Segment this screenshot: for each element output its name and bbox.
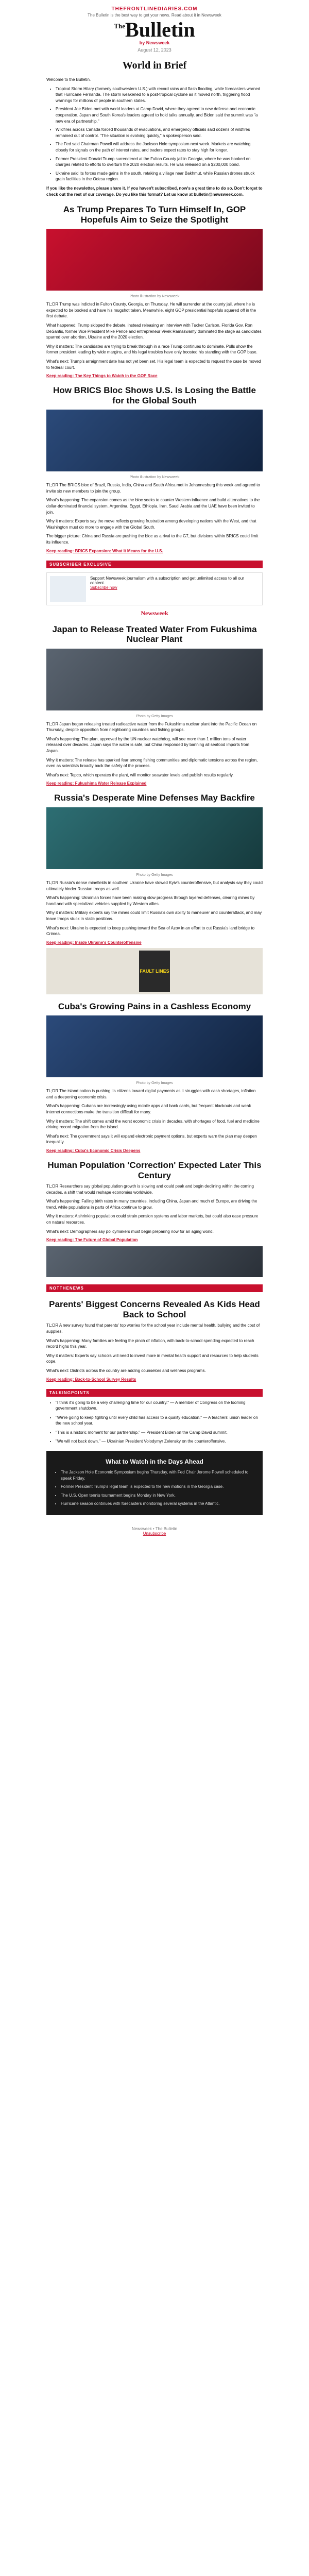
logo-small: The — [114, 22, 126, 30]
quote-item: • "I think it's going to be a very challenging time for our country." — A member of Congress on the looming government shutdown. — [56, 1400, 263, 1412]
book-cover: FAULT LINES — [139, 951, 170, 992]
logo-text: Bulletin — [125, 18, 195, 41]
brief-note: If you like the newsletter, please share it. If you haven't subscribed, now's a great time to do so. Don't forget to check out the rest of our coverage. Do you like this format? Let us know at bulletin@newsweek.com. — [46, 185, 263, 197]
story-parents — [0, 1284, 309, 1381]
story-paragraph: TL;DR The BRICS bloc of Brazil, Russia, India, China and South Africa met in Johannesburg this week and agreed to invite six new members to join the group. — [46, 483, 260, 494]
story-paragraph: TL;DR Trump was indicted in Fulton County, Georgia, on Thursday. He will surrender at the county jail, where he is expected to be booked and have his mugshot taken. Meanwhile, eight GOP presidential hopefuls squared off in the first debate. — [46, 302, 256, 319]
story-title[interactable]: Cuba's Growing Pains in a Cashless Economy — [58, 1001, 251, 1011]
story-paragraph: TL;DR Researchers say global population growth is slowing and could peak and begin declining within the coming decades, a shift that would reshape economies worldwide. — [46, 1184, 254, 1195]
brief-item: • Tropical Storm Hilary (formerly southwestern U.S.) with record rains and flash flooding, while forecasters warned that Hurricane Fernanda. The storm weakened to a post-tropical cyclone as it moved north, triggering flood warnings for millions of people in southern states. — [56, 86, 263, 104]
story-image[interactable] — [46, 1015, 263, 1077]
story-paragraph: Why it matters: Military experts say the mines could limit Russia's own ability to maneuver and counterattack, and may leave troops stuck in static positions. — [46, 910, 262, 921]
sponsor-image — [50, 576, 86, 602]
story-paragraph: What's happening: Cubans are increasingly using mobile apps and bank cards, but frequent blackouts and weak internet connections make the transition difficult for many. — [46, 1104, 251, 1115]
talkingpoints-section — [0, 1389, 309, 1445]
story-paragraph: What's happening: Falling birth rates in many countries, including China, Japan and much of Europe, are driving the trend, while populations in parts of Africa continue to grow. — [46, 1199, 258, 1210]
story-brics — [0, 385, 309, 553]
site-tagline[interactable]: THEFRONTLINEDIARIES.COM — [111, 6, 198, 12]
story-paragraph: What's happening: The plan, approved by the UN nuclear watchdog, will see more than 1 million tons of water released over decades. Japan says the water is safe, but China responded by banning all seafood imports from Japan. — [46, 736, 250, 754]
brief-item: • Wildfires across Canada forced thousands of evacuations, and emergency officials said dozens of wildfires remained out of control. "The situation is evolving quickly," a spokesperson said. — [56, 127, 263, 139]
story-title[interactable]: Human Population 'Correction' Expected Later This Century — [47, 1160, 262, 1180]
brief-welcome: Welcome to the Bulletin. — [46, 77, 91, 82]
bulletin-logo — [0, 20, 309, 40]
story-paragraph: Why it matters: A shrinking population could strain pension systems and labor markets, but could also ease pressure on natural resources. — [46, 1214, 259, 1225]
watch-item: • Hurricane season continues with forecasters monitoring several systems in the Atlantic. — [61, 1501, 258, 1507]
story-paragraph: What's next: Demographers say policymakers must begin preparing now for an aging world. — [46, 1229, 214, 1234]
quote-item: • "We're going to keep fighting until every child has access to a quality education." — A teachers' union leader on the new school year. — [56, 1415, 263, 1427]
notthenews-banner: NOTTHENEWS — [46, 1284, 263, 1292]
story-paragraph: What's happening: Many families are feeling the pinch of inflation, with back-to-school spending expected to reach record highs this year. — [46, 1338, 254, 1349]
story-paragraph: What's next: Trump's arraignment date has not yet been set. His legal team is expected to request the case be moved to federal court. — [46, 359, 261, 370]
story-paragraph: Why it matters: Experts say the move reflects growing frustration among developing nations with the West, and that Washington must do more to engage with the Global South. — [46, 519, 256, 530]
book-promo — [0, 948, 309, 994]
site-subtag: The Bulletin is the best way to get your news. Read about it in Newsweek — [88, 13, 221, 18]
photo-credit: Photo by Getty Images — [136, 1081, 173, 1086]
story-paragraph: What's happening: Ukrainian forces have been making slow progress through layered defenses, clearing mines by hand and with specialized vehicles supplied by Western allies. — [46, 895, 255, 906]
talkingpoints-banner: TALKINGPOINTS — [46, 1389, 263, 1397]
story-image[interactable] — [46, 410, 263, 471]
keep-reading-link[interactable]: Keep reading: The Future of Global Population — [46, 1238, 138, 1243]
story-cuba — [0, 1002, 309, 1153]
brief-item: • Former President Donald Trump surrendered at the Fulton County jail in Georgia, where he was booked on charges related to efforts to overturn the 2020 election results. He was released on a $200,000 bond. — [56, 156, 263, 168]
story-paragraph: The bigger picture: China and Russia are pushing the bloc as a rival to the G7, but divisions within BRICS could limit its influence. — [46, 534, 259, 545]
story-paragraph: What happened: Trump skipped the debate, instead releasing an interview with Tucker Carlson. Florida Gov. Ron DeSantis, former Vice President Mike Pence and entrepreneur Vivek Ramaswamy dominated the stage as candidates sparred over abortion, Ukraine and the 2020 election. — [46, 323, 262, 340]
brief-list — [46, 86, 263, 182]
quote-item: • "We will not back down." — Ukrainian President Volodymyr Zelensky on the counteroffensive. — [56, 1438, 263, 1445]
footer — [0, 1521, 309, 1546]
story-paragraph: Why it matters: Experts say schools will need to invest more in mental health support and resources to help students cope. — [46, 1353, 259, 1364]
story-paragraph: What's happening: The expansion comes as the bloc seeks to counter Western influence and build alternatives to the dollar-dominated financial system. Argentina, Egypt, Ethiopia, Iran, Saudi Arabia and the UAE have been invited to join. — [46, 498, 260, 515]
watch-section — [0, 1451, 309, 1515]
watch-item: • Former President Trump's legal team is expected to file new motions in the Georgia case. — [61, 1484, 258, 1490]
masthead — [0, 0, 309, 55]
story-paragraph: What's next: Tepco, which operates the plant, will monitor seawater levels and publish results regularly. — [46, 772, 234, 777]
brief-item: • Ukraine said its forces made gains in the south, retaking a village near Bakhmut, while Russian drones struck grain facilities in the Odesa region. — [56, 171, 263, 182]
story-image[interactable] — [46, 649, 263, 710]
sponsor-section — [0, 561, 309, 617]
sponsor-text: Support Newsweek journalism with a subscription and get unlimited access to all our content. — [90, 575, 244, 585]
story-population — [0, 1160, 309, 1277]
watch-box — [46, 1451, 263, 1515]
story-title[interactable]: As Trump Prepares To Turn Himself In, GOP Hopefuls Aim to Seize the Spotlight — [63, 205, 246, 225]
story-title[interactable]: Parents' Biggest Concerns Revealed As Kids Head Back to School — [49, 1299, 260, 1319]
story-russia — [0, 793, 309, 944]
keep-reading-link[interactable]: Keep reading: Inside Ukraine's Counteroffensive — [46, 940, 142, 945]
book-promo-image[interactable] — [46, 948, 263, 994]
story-trump — [0, 205, 309, 378]
story-paragraph: What's next: The government says it will expand electronic payment options, but experts warn the plan may deepen inequality. — [46, 1133, 257, 1145]
world-in-brief — [0, 60, 309, 197]
keep-reading-link[interactable]: Keep reading: The Key Things to Watch in the GOP Race — [46, 374, 158, 379]
by-newsweek: by Newsweek — [139, 40, 170, 45]
watch-title: What to Watch in the Days Ahead — [106, 1458, 203, 1466]
talkingpoints-list — [46, 1400, 263, 1445]
story-title[interactable]: How BRICS Bloc Shows U.S. Is Losing the Battle for the Global South — [53, 385, 256, 405]
photo-credit: Photo by Getty Images — [136, 714, 173, 718]
brief-title: World in Brief — [122, 60, 187, 71]
watch-item: • The Jackson Hole Economic Symposium begins Thursday, with Fed Chair Jerome Powell scheduled to speak Friday. — [61, 1469, 258, 1481]
newsweek-logo: Newsweek — [141, 609, 168, 617]
photo-credit: Photo illustration by Newsweek — [129, 295, 180, 299]
watch-list — [52, 1469, 258, 1507]
keep-reading-link[interactable]: Keep reading: Cuba's Economic Crisis Deepens — [46, 1148, 141, 1153]
photo-credit: Photo by Getty Images — [136, 873, 173, 877]
story-image[interactable] — [46, 1246, 263, 1277]
quote-item: • "This is a historic moment for our partnership." — President Biden on the Camp David summit. — [56, 1430, 263, 1436]
keep-reading-link[interactable]: Keep reading: Fukushima Water Release Explained — [46, 781, 147, 786]
subscribe-link[interactable]: Subscribe now — [90, 585, 117, 590]
story-paragraph: Why it matters: The release has sparked fear among fishing communities and diplomatic tensions across the region, even as scientists broadly back the safety of the process. — [46, 757, 258, 769]
story-paragraph: TL;DR Japan began releasing treated radioactive water from the Fukushima nuclear plant into the Pacific Ocean on Thursday, despite opposition from neighboring countries and fishing groups. — [46, 721, 257, 733]
story-paragraph: What's next: Districts across the country are adding counselors and wellness programs. — [46, 1368, 206, 1373]
brief-item: • The Fed said Chairman Powell will address the Jackson Hole symposium next week. Markets are watching closely for signals on the path of interest rates, and traders expect rates to stay high for longer. — [56, 141, 263, 153]
story-fukushima — [0, 624, 309, 786]
story-paragraph: Why it matters: The shift comes amid the worst economic crisis in decades, with shortages of food, fuel and medicine driving record migration from the island. — [46, 1118, 260, 1130]
story-image[interactable] — [46, 807, 263, 869]
story-title[interactable]: Japan to Release Treated Water From Fukushima Nuclear Plant — [52, 624, 257, 645]
photo-credit: Photo illustration by Newsweek — [129, 476, 180, 480]
footer-text: Newsweek • The Bulletin — [131, 1527, 178, 1532]
story-title[interactable]: Russia's Desperate Mine Defenses May Backfire — [54, 793, 255, 803]
issue-date: August 12, 2023 — [138, 47, 171, 53]
sponsor-box[interactable] — [46, 572, 263, 605]
watch-item: • The U.S. Open tennis tournament begins Monday in New York. — [61, 1493, 258, 1499]
story-image[interactable] — [46, 229, 263, 291]
story-paragraph: TL;DR Russia's dense minefields in southern Ukraine have slowed Kyiv's counteroffensive, but analysts say they could ultimately hinder Russian troops as well. — [46, 880, 263, 891]
story-paragraph: Why it matters: The candidates are trying to break through in a race Trump continues to dominate. Polls show the former president leading by wide margins, and his legal troubles have only boosted his standing with the GOP base. — [46, 344, 258, 355]
keep-reading-link[interactable]: Keep reading: BRICS Expansion: What It Means for the U.S. — [46, 548, 163, 553]
unsubscribe-link[interactable]: Unsubscribe — [143, 1531, 166, 1536]
story-paragraph: What's next: Ukraine is expected to keep pushing toward the Sea of Azov in an effort to cut Russia's land bridge to Crimea. — [46, 925, 255, 937]
story-paragraph: TL;DR The island nation is pushing its citizens toward digital payments as it struggles with cash shortages, inflation and a deepening economic crisis. — [46, 1089, 256, 1099]
keep-reading-link[interactable]: Keep reading: Back-to-School Survey Results — [46, 1377, 136, 1382]
story-paragraph: TL;DR A new survey found that parents' top worries for the school year include mental health, bullying and the cost of supplies. — [46, 1323, 260, 1334]
subscriber-banner: SUBSCRIBER EXCLUSIVE — [46, 561, 263, 568]
brief-item: • President Joe Biden met with world leaders at Camp David, where they agreed to new defense and economic cooperation. Japan and South Korea's leaders agreed to hold talks annually, and Biden said the summit was "a new era of partnership." — [56, 106, 263, 124]
